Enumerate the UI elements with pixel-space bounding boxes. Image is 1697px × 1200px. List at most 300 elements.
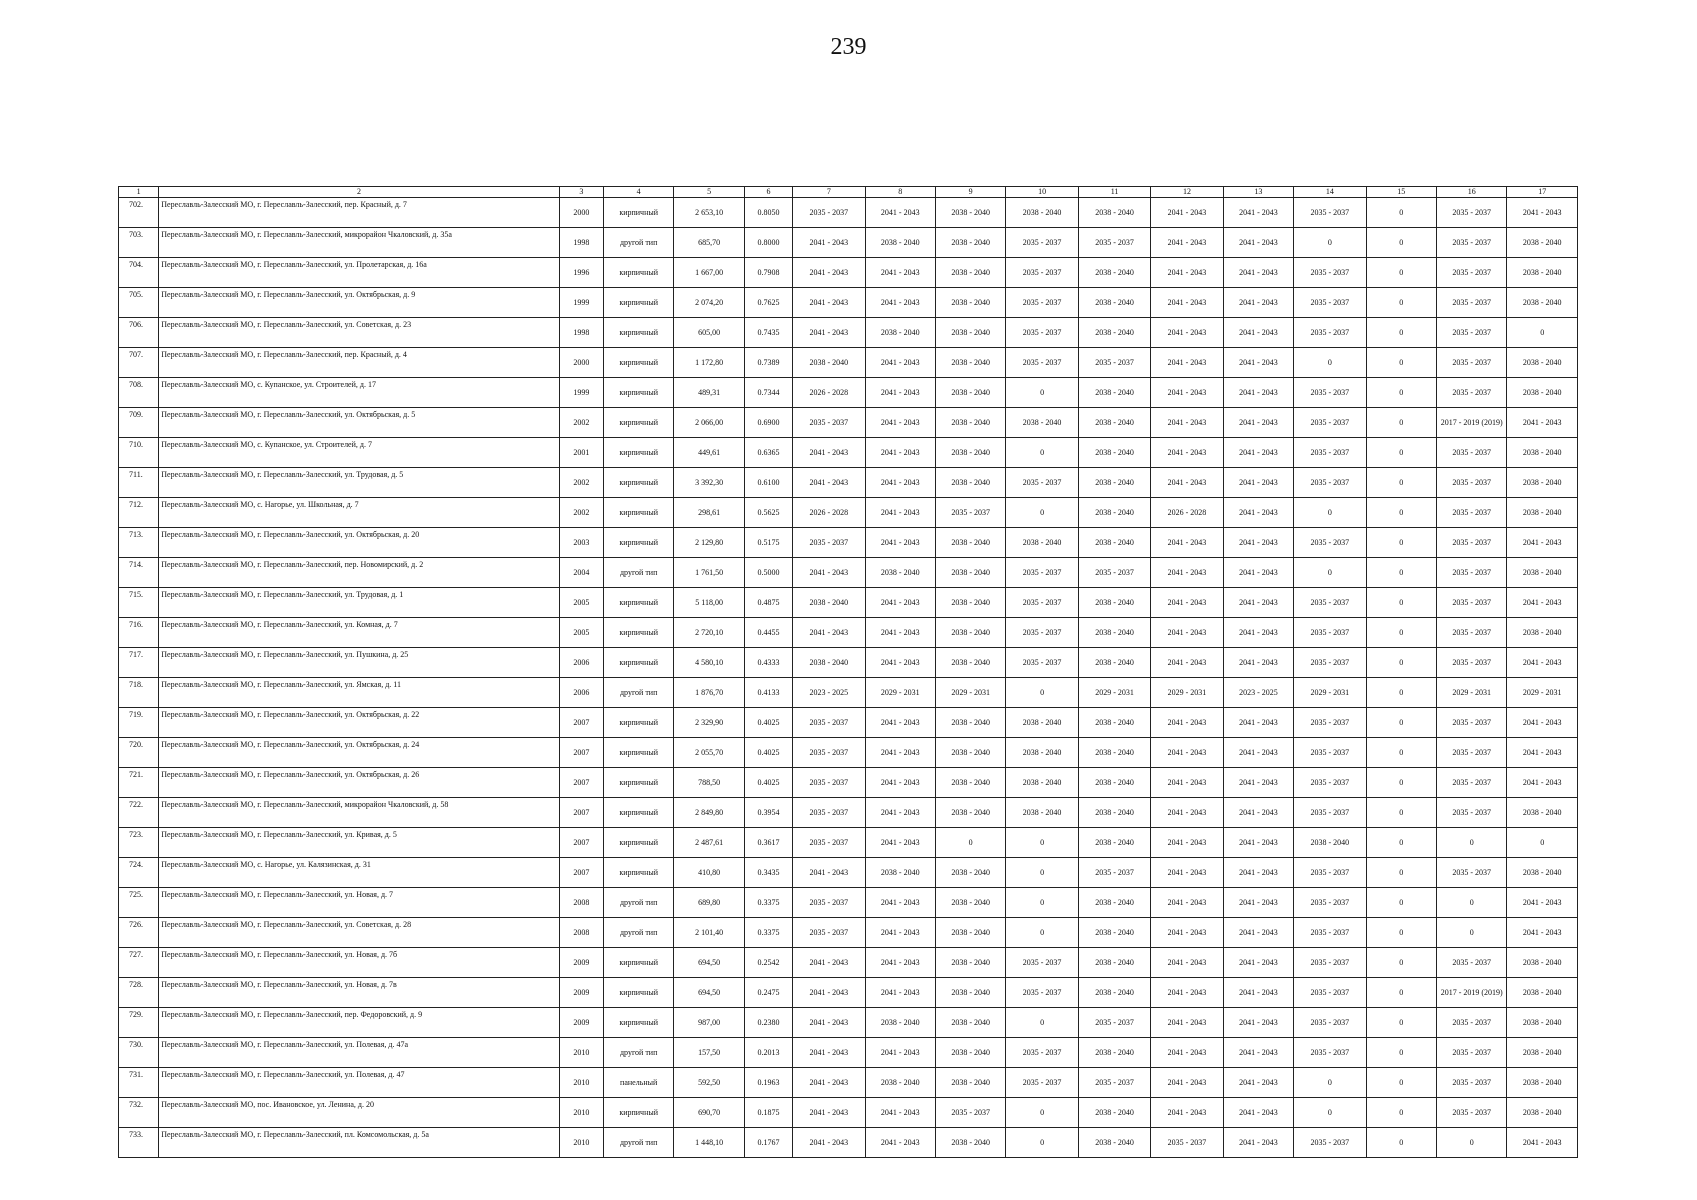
cell-col-14: 2035 - 2037 [1294, 438, 1366, 468]
cell-col-7: 2041 - 2043 [793, 1098, 865, 1128]
year-cell: 2007 [559, 738, 603, 768]
cell-col-10: 2035 - 2037 [1006, 348, 1078, 378]
cell-col-15: 0 [1366, 738, 1436, 768]
area-cell: 157,50 [674, 1038, 744, 1068]
cell-col-10: 0 [1006, 888, 1078, 918]
table-row [119, 288, 1578, 318]
area-cell: 1 667,00 [674, 258, 744, 288]
cell-col-7: 2041 - 2043 [793, 318, 865, 348]
cell-col-15: 0 [1366, 888, 1436, 918]
cell-col-14: 2035 - 2037 [1294, 978, 1366, 1008]
cell-col-9: 2029 - 2031 [935, 678, 1005, 708]
cell-col-7: 2023 - 2025 [793, 678, 865, 708]
cell-col-13: 2041 - 2043 [1223, 468, 1293, 498]
cell-col-13: 2041 - 2043 [1223, 288, 1293, 318]
cell-col-15: 0 [1366, 798, 1436, 828]
cell-col-16: 2035 - 2037 [1436, 438, 1506, 468]
cell-col-17: 0 [1507, 828, 1578, 858]
cell-col-13: 2041 - 2043 [1223, 378, 1293, 408]
column-header-6: 6 [744, 187, 792, 198]
cell-col-8: 2041 - 2043 [865, 828, 935, 858]
cell-col-10: 2035 - 2037 [1006, 318, 1078, 348]
cell-col-9: 2038 - 2040 [935, 528, 1005, 558]
cell-col-8: 2038 - 2040 [865, 318, 935, 348]
column-header-16: 16 [1436, 187, 1506, 198]
cell-col-7: 2035 - 2037 [793, 798, 865, 828]
wall-material-cell: кирпичный [603, 288, 673, 318]
cell-col-15: 0 [1366, 438, 1436, 468]
area-cell: 694,50 [674, 948, 744, 978]
area-cell: 788,50 [674, 768, 744, 798]
cell-col-10: 2035 - 2037 [1006, 228, 1078, 258]
cell-col-9: 0 [935, 828, 1005, 858]
cell-col-12: 2041 - 2043 [1151, 558, 1223, 588]
cell-col-15: 0 [1366, 978, 1436, 1008]
cell-col-17: 2029 - 2031 [1507, 678, 1578, 708]
cell-col-7: 2041 - 2043 [793, 948, 865, 978]
address-cell: Переславль-Залесский МО, г. Переславль-Залесский, ул. Пролетарская, д. 16а [159, 258, 559, 288]
cell-col-9: 2038 - 2040 [935, 588, 1005, 618]
cell-col-12: 2041 - 2043 [1151, 978, 1223, 1008]
cell-col-10: 2035 - 2037 [1006, 618, 1078, 648]
year-cell: 2005 [559, 618, 603, 648]
cell-col-15: 0 [1366, 1098, 1436, 1128]
address-cell: Переславль-Залесский МО, г. Переславль-Залесский, ул. Пушкина, д. 25 [159, 648, 559, 678]
address-cell: Переславль-Залесский МО, г. Переславль-Залесский, ул. Советская, д. 28 [159, 918, 559, 948]
cell-col-12: 2041 - 2043 [1151, 438, 1223, 468]
cell-col-13: 2041 - 2043 [1223, 948, 1293, 978]
wall-material-cell: другой тип [603, 918, 673, 948]
address-cell: Переславль-Залесский МО, г. Переславль-Залесский, пер. Новомирский, д. 2 [159, 558, 559, 588]
cell-col-11: 2038 - 2040 [1078, 258, 1150, 288]
table-row [119, 828, 1578, 858]
cell-col-15: 0 [1366, 528, 1436, 558]
table-row [119, 738, 1578, 768]
cell-col-15: 0 [1366, 258, 1436, 288]
address-cell: Переславль-Залесский МО, г. Переславль-Залесский, ул. Новая, д. 7 [159, 888, 559, 918]
cell-col-10: 0 [1006, 678, 1078, 708]
cell-col-10: 0 [1006, 438, 1078, 468]
row-number-cell: 713. [119, 528, 159, 558]
cell-col-11: 2038 - 2040 [1078, 198, 1150, 228]
cell-col-15: 0 [1366, 408, 1436, 438]
address-cell: Переславль-Залесский МО, г. Переславль-Залесский, ул. Октябрьская, д. 5 [159, 408, 559, 438]
cell-col-8: 2041 - 2043 [865, 408, 935, 438]
cell-col-7: 2038 - 2040 [793, 348, 865, 378]
cell-col-17: 2038 - 2040 [1507, 798, 1578, 828]
area-cell: 987,00 [674, 1008, 744, 1038]
cell-col-16: 2035 - 2037 [1436, 1068, 1506, 1098]
cell-col-9: 2038 - 2040 [935, 618, 1005, 648]
cell-col-13: 2041 - 2043 [1223, 348, 1293, 378]
row-number-cell: 728. [119, 978, 159, 1008]
cell-col-14: 2035 - 2037 [1294, 408, 1366, 438]
cell-col-10: 2038 - 2040 [1006, 738, 1078, 768]
wear-coefficient-cell: 0.3954 [744, 798, 792, 828]
cell-col-10: 0 [1006, 828, 1078, 858]
year-cell: 1998 [559, 318, 603, 348]
cell-col-14: 2035 - 2037 [1294, 858, 1366, 888]
cell-col-16: 2035 - 2037 [1436, 948, 1506, 978]
cell-col-12: 2041 - 2043 [1151, 768, 1223, 798]
cell-col-13: 2041 - 2043 [1223, 708, 1293, 738]
year-cell: 2006 [559, 648, 603, 678]
cell-col-8: 2029 - 2031 [865, 678, 935, 708]
wall-material-cell: другой тип [603, 888, 673, 918]
cell-col-11: 2035 - 2037 [1078, 558, 1150, 588]
row-number-cell: 718. [119, 678, 159, 708]
cell-col-9: 2038 - 2040 [935, 558, 1005, 588]
cell-col-9: 2038 - 2040 [935, 1008, 1005, 1038]
cell-col-9: 2038 - 2040 [935, 198, 1005, 228]
cell-col-14: 2035 - 2037 [1294, 1038, 1366, 1068]
cell-col-12: 2041 - 2043 [1151, 828, 1223, 858]
cell-col-11: 2029 - 2031 [1078, 678, 1150, 708]
column-header-15: 15 [1366, 187, 1436, 198]
cell-col-7: 2041 - 2043 [793, 618, 865, 648]
row-number-cell: 706. [119, 318, 159, 348]
year-cell: 2009 [559, 1008, 603, 1038]
cell-col-14: 0 [1294, 348, 1366, 378]
wall-material-cell: кирпичный [603, 258, 673, 288]
cell-col-16: 0 [1436, 828, 1506, 858]
address-cell: Переславль-Залесский МО, г. Переславль-Залесский, ул. Комная, д. 7 [159, 618, 559, 648]
cell-col-10: 2035 - 2037 [1006, 588, 1078, 618]
wear-coefficient-cell: 0.7344 [744, 378, 792, 408]
wall-material-cell: кирпичный [603, 828, 673, 858]
wall-material-cell: кирпичный [603, 798, 673, 828]
wall-material-cell: кирпичный [603, 198, 673, 228]
cell-col-7: 2035 - 2037 [793, 828, 865, 858]
cell-col-8: 2041 - 2043 [865, 468, 935, 498]
cell-col-13: 2041 - 2043 [1223, 408, 1293, 438]
row-number-cell: 731. [119, 1068, 159, 1098]
cell-col-14: 2029 - 2031 [1294, 678, 1366, 708]
column-header-5: 5 [674, 187, 744, 198]
column-header-17: 17 [1507, 187, 1578, 198]
wall-material-cell: кирпичный [603, 858, 673, 888]
row-number-cell: 707. [119, 348, 159, 378]
year-cell: 2009 [559, 948, 603, 978]
cell-col-11: 2038 - 2040 [1078, 918, 1150, 948]
table-row [119, 918, 1578, 948]
cell-col-12: 2041 - 2043 [1151, 948, 1223, 978]
wear-coefficient-cell: 0.5000 [744, 558, 792, 588]
cell-col-8: 2041 - 2043 [865, 1128, 935, 1158]
cell-col-16: 2035 - 2037 [1436, 558, 1506, 588]
cell-col-8: 2041 - 2043 [865, 1098, 935, 1128]
cell-col-8: 2038 - 2040 [865, 558, 935, 588]
cell-col-9: 2038 - 2040 [935, 888, 1005, 918]
cell-col-17: 2041 - 2043 [1507, 588, 1578, 618]
area-cell: 689,80 [674, 888, 744, 918]
cell-col-10: 0 [1006, 918, 1078, 948]
address-cell: Переславль-Залесский МО, г. Переславль-Залесский, пер. Федоровский, д. 9 [159, 1008, 559, 1038]
cell-col-11: 2038 - 2040 [1078, 588, 1150, 618]
cell-col-7: 2035 - 2037 [793, 528, 865, 558]
cell-col-10: 2038 - 2040 [1006, 708, 1078, 738]
table-row [119, 648, 1578, 678]
row-number-cell: 712. [119, 498, 159, 528]
cell-col-10: 0 [1006, 1098, 1078, 1128]
cell-col-14: 0 [1294, 558, 1366, 588]
year-cell: 2001 [559, 438, 603, 468]
cell-col-9: 2035 - 2037 [935, 1098, 1005, 1128]
cell-col-13: 2041 - 2043 [1223, 798, 1293, 828]
cell-col-12: 2041 - 2043 [1151, 648, 1223, 678]
cell-col-8: 2041 - 2043 [865, 378, 935, 408]
address-cell: Переславль-Залесский МО, с. Нагорье, ул. Калязинская, д. 31 [159, 858, 559, 888]
year-cell: 2006 [559, 678, 603, 708]
wear-coefficient-cell: 0.4875 [744, 588, 792, 618]
cell-col-11: 2038 - 2040 [1078, 528, 1150, 558]
column-header-3: 3 [559, 187, 603, 198]
cell-col-10: 2038 - 2040 [1006, 198, 1078, 228]
year-cell: 2007 [559, 858, 603, 888]
area-cell: 2 653,10 [674, 198, 744, 228]
row-number-cell: 720. [119, 738, 159, 768]
area-cell: 410,80 [674, 858, 744, 888]
cell-col-8: 2041 - 2043 [865, 648, 935, 678]
cell-col-7: 2035 - 2037 [793, 738, 865, 768]
row-number-cell: 705. [119, 288, 159, 318]
cell-col-9: 2038 - 2040 [935, 768, 1005, 798]
cell-col-9: 2035 - 2037 [935, 498, 1005, 528]
cell-col-15: 0 [1366, 198, 1436, 228]
cell-col-17: 2038 - 2040 [1507, 498, 1578, 528]
cell-col-17: 2041 - 2043 [1507, 198, 1578, 228]
cell-col-16: 2035 - 2037 [1436, 528, 1506, 558]
table-row [119, 378, 1578, 408]
cell-col-12: 2041 - 2043 [1151, 618, 1223, 648]
area-cell: 298,61 [674, 498, 744, 528]
wear-coefficient-cell: 0.4025 [744, 738, 792, 768]
cell-col-17: 2038 - 2040 [1507, 1068, 1578, 1098]
year-cell: 1998 [559, 228, 603, 258]
row-number-cell: 702. [119, 198, 159, 228]
cell-col-10: 0 [1006, 498, 1078, 528]
cell-col-16: 2035 - 2037 [1436, 588, 1506, 618]
address-cell: Переславль-Залесский МО, г. Переславль-Залесский, ул. Октябрьская, д. 20 [159, 528, 559, 558]
cell-col-11: 2038 - 2040 [1078, 828, 1150, 858]
cell-col-12: 2041 - 2043 [1151, 318, 1223, 348]
area-cell: 2 066,00 [674, 408, 744, 438]
year-cell: 2008 [559, 918, 603, 948]
wear-coefficient-cell: 0.2380 [744, 1008, 792, 1038]
address-cell: Переславль-Залесский МО, г. Переславль-Залесский, микрорайон Чкаловский, д. 58 [159, 798, 559, 828]
cell-col-17: 2041 - 2043 [1507, 888, 1578, 918]
cell-col-13: 2041 - 2043 [1223, 768, 1293, 798]
area-cell: 592,50 [674, 1068, 744, 1098]
cell-col-16: 2035 - 2037 [1436, 378, 1506, 408]
cell-col-17: 2038 - 2040 [1507, 438, 1578, 468]
year-cell: 2009 [559, 978, 603, 1008]
cell-col-13: 2041 - 2043 [1223, 1098, 1293, 1128]
cell-col-16: 2035 - 2037 [1436, 228, 1506, 258]
area-cell: 449,61 [674, 438, 744, 468]
cell-col-13: 2041 - 2043 [1223, 498, 1293, 528]
cell-col-16: 2035 - 2037 [1436, 858, 1506, 888]
cell-col-16: 2017 - 2019 (2019) [1436, 408, 1506, 438]
cell-col-13: 2041 - 2043 [1223, 318, 1293, 348]
cell-col-12: 2041 - 2043 [1151, 858, 1223, 888]
address-cell: Переславль-Залесский МО, г. Переславль-Залесский, ул. Кривая, д. 5 [159, 828, 559, 858]
cell-col-12: 2041 - 2043 [1151, 288, 1223, 318]
cell-col-11: 2038 - 2040 [1078, 498, 1150, 528]
cell-col-8: 2041 - 2043 [865, 528, 935, 558]
wall-material-cell: кирпичный [603, 408, 673, 438]
wall-material-cell: другой тип [603, 558, 673, 588]
cell-col-12: 2041 - 2043 [1151, 378, 1223, 408]
table-row [119, 1068, 1578, 1098]
wall-material-cell: кирпичный [603, 318, 673, 348]
cell-col-15: 0 [1366, 498, 1436, 528]
cell-col-12: 2041 - 2043 [1151, 198, 1223, 228]
cell-col-16: 2035 - 2037 [1436, 198, 1506, 228]
cell-col-10: 2035 - 2037 [1006, 288, 1078, 318]
row-number-cell: 715. [119, 588, 159, 618]
table-row [119, 708, 1578, 738]
row-number-cell: 704. [119, 258, 159, 288]
area-cell: 489,31 [674, 378, 744, 408]
wear-coefficient-cell: 0.8050 [744, 198, 792, 228]
wear-coefficient-cell: 0.4025 [744, 768, 792, 798]
cell-col-12: 2029 - 2031 [1151, 678, 1223, 708]
cell-col-9: 2038 - 2040 [935, 858, 1005, 888]
cell-col-16: 2035 - 2037 [1436, 498, 1506, 528]
cell-col-11: 2035 - 2037 [1078, 348, 1150, 378]
wall-material-cell: другой тип [603, 228, 673, 258]
column-header-10: 10 [1006, 187, 1078, 198]
cell-col-14: 2035 - 2037 [1294, 948, 1366, 978]
cell-col-14: 0 [1294, 498, 1366, 528]
cell-col-12: 2041 - 2043 [1151, 888, 1223, 918]
cell-col-7: 2035 - 2037 [793, 198, 865, 228]
cell-col-12: 2035 - 2037 [1151, 1128, 1223, 1158]
cell-col-7: 2035 - 2037 [793, 408, 865, 438]
table-row [119, 978, 1578, 1008]
wear-coefficient-cell: 0.1963 [744, 1068, 792, 1098]
table-row [119, 198, 1578, 228]
overhaul-schedule-table-wrap [118, 186, 1578, 1158]
column-header-14: 14 [1294, 187, 1366, 198]
cell-col-12: 2041 - 2043 [1151, 738, 1223, 768]
row-number-cell: 722. [119, 798, 159, 828]
cell-col-15: 0 [1366, 558, 1436, 588]
cell-col-14: 2035 - 2037 [1294, 1008, 1366, 1038]
column-header-8: 8 [865, 187, 935, 198]
page-number: 239 [830, 34, 867, 60]
area-cell: 1 172,80 [674, 348, 744, 378]
address-cell: Переславль-Залесский МО, г. Переславль-Залесский, ул. Новая, д. 7в [159, 978, 559, 1008]
wall-material-cell: кирпичный [603, 768, 673, 798]
cell-col-11: 2038 - 2040 [1078, 738, 1150, 768]
year-cell: 1999 [559, 288, 603, 318]
address-cell: Переславль-Залесский МО, г. Переславль-Залесский, пер. Красный, д. 4 [159, 348, 559, 378]
cell-col-7: 2041 - 2043 [793, 1038, 865, 1068]
area-cell: 5 118,00 [674, 588, 744, 618]
column-header-2: 2 [159, 187, 559, 198]
cell-col-10: 2035 - 2037 [1006, 1038, 1078, 1068]
cell-col-14: 2035 - 2037 [1294, 708, 1366, 738]
row-number-cell: 723. [119, 828, 159, 858]
cell-col-13: 2041 - 2043 [1223, 648, 1293, 678]
table-row [119, 1038, 1578, 1068]
cell-col-17: 2041 - 2043 [1507, 768, 1578, 798]
cell-col-12: 2041 - 2043 [1151, 468, 1223, 498]
year-cell: 2002 [559, 468, 603, 498]
address-cell: Переславль-Залесский МО, с. Купанское, ул. Строителей, д. 7 [159, 438, 559, 468]
area-cell: 2 129,80 [674, 528, 744, 558]
wear-coefficient-cell: 0.3375 [744, 888, 792, 918]
cell-col-16: 2035 - 2037 [1436, 708, 1506, 738]
cell-col-15: 0 [1366, 678, 1436, 708]
overhaul-schedule-table [118, 186, 1578, 1158]
cell-col-12: 2041 - 2043 [1151, 408, 1223, 438]
year-cell: 2007 [559, 828, 603, 858]
cell-col-16: 2035 - 2037 [1436, 798, 1506, 828]
cell-col-8: 2041 - 2043 [865, 588, 935, 618]
cell-col-11: 2038 - 2040 [1078, 1128, 1150, 1158]
cell-col-9: 2038 - 2040 [935, 798, 1005, 828]
row-number-cell: 708. [119, 378, 159, 408]
cell-col-16: 2035 - 2037 [1436, 468, 1506, 498]
wall-material-cell: кирпичный [603, 738, 673, 768]
table-row [119, 438, 1578, 468]
address-cell: Переславль-Залесский МО, с. Купанское, ул. Строителей, д. 17 [159, 378, 559, 408]
cell-col-11: 2035 - 2037 [1078, 1068, 1150, 1098]
cell-col-14: 2035 - 2037 [1294, 378, 1366, 408]
cell-col-17: 2038 - 2040 [1507, 1038, 1578, 1068]
cell-col-14: 2035 - 2037 [1294, 618, 1366, 648]
column-header-9: 9 [935, 187, 1005, 198]
cell-col-10: 2035 - 2037 [1006, 978, 1078, 1008]
cell-col-12: 2026 - 2028 [1151, 498, 1223, 528]
row-number-cell: 724. [119, 858, 159, 888]
cell-col-10: 2035 - 2037 [1006, 648, 1078, 678]
table-row [119, 678, 1578, 708]
wear-coefficient-cell: 0.4333 [744, 648, 792, 678]
wall-material-cell: кирпичный [603, 708, 673, 738]
table-row [119, 468, 1578, 498]
cell-col-16: 2035 - 2037 [1436, 288, 1506, 318]
cell-col-7: 2041 - 2043 [793, 468, 865, 498]
cell-col-8: 2041 - 2043 [865, 918, 935, 948]
cell-col-13: 2041 - 2043 [1223, 588, 1293, 618]
cell-col-15: 0 [1366, 588, 1436, 618]
cell-col-8: 2041 - 2043 [865, 768, 935, 798]
cell-col-15: 0 [1366, 468, 1436, 498]
cell-col-7: 2041 - 2043 [793, 1128, 865, 1158]
wall-material-cell: другой тип [603, 1128, 673, 1158]
cell-col-9: 2038 - 2040 [935, 1128, 1005, 1158]
cell-col-12: 2041 - 2043 [1151, 1008, 1223, 1038]
cell-col-13: 2041 - 2043 [1223, 1128, 1293, 1158]
year-cell: 2010 [559, 1098, 603, 1128]
table-row [119, 408, 1578, 438]
cell-col-14: 2035 - 2037 [1294, 918, 1366, 948]
year-cell: 1999 [559, 378, 603, 408]
cell-col-16: 0 [1436, 1128, 1506, 1158]
address-cell: Переславль-Залесский МО, г. Переславль-Залесский, ул. Октябрьская, д. 9 [159, 288, 559, 318]
cell-col-16: 2035 - 2037 [1436, 648, 1506, 678]
cell-col-14: 2035 - 2037 [1294, 198, 1366, 228]
area-cell: 3 392,30 [674, 468, 744, 498]
cell-col-7: 2035 - 2037 [793, 768, 865, 798]
cell-col-14: 2035 - 2037 [1294, 468, 1366, 498]
year-cell: 2005 [559, 588, 603, 618]
cell-col-7: 2041 - 2043 [793, 228, 865, 258]
